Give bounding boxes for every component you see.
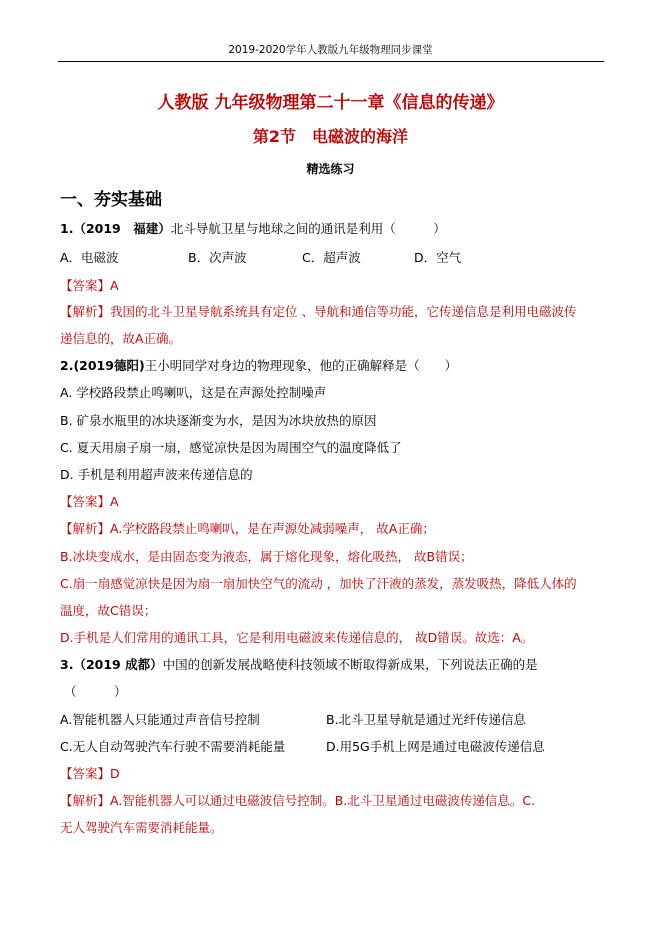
question-1	[60, 219, 446, 237]
q2-analysis-line-4: 温度，故C错误；	[60, 603, 157, 618]
question-2-text: 王小明同学对身边的物理现象，他的正确解释是（ ）	[144, 358, 458, 373]
q3-option-d: D.用5G手机上网是通过电磁波传递信息	[326, 739, 545, 754]
question-1-text: 北斗导航卫星与地球之间的通讯是利用（ ）	[170, 221, 446, 236]
q2-option-d: D. 手机是利用超声波来传递信息的	[60, 467, 253, 482]
practice-heading: 精选练习	[306, 162, 355, 176]
q3-answer: 【答案】D	[60, 766, 120, 781]
question-2-label: 2.(2019德阳)	[60, 358, 145, 373]
q2-answer: 【答案】A	[60, 494, 119, 509]
q3-analysis-line-1: 【解析】A.智能机器人可以通过电磁波信号控制。B.北斗卫星通过电磁波传递信息。C.	[60, 793, 536, 808]
q1-analysis-line-1: 【解析】我国的北斗卫星导航系统具有定位 、导航和通信等功能，它传递信息是利用电磁波传	[60, 304, 577, 319]
q1-option-c: C．超声波	[302, 250, 361, 265]
q2-analysis-line-1: 【解析】A.学校路段禁止鸣喇叭，是在声源处减弱噪声， 故A正确；	[60, 521, 435, 536]
q2-analysis-line-5: D.手机是人们常用的通讯工具，它是利用电磁波来传递信息的， 故D错误。故选：A。	[60, 630, 534, 645]
question-2	[60, 356, 457, 374]
q3-option-a: A.智能机器人只能通过声音信号控制	[60, 712, 260, 727]
q1-answer: 【答案】A	[60, 278, 119, 293]
q2-option-b: B. 矿泉水瓶里的冰块逐渐变为水，是因为冰块放热的原因	[60, 413, 377, 428]
q3-option-b: B.北斗卫星导航是通过光纤传递信息	[326, 712, 527, 727]
document-subtitle: 第2节 电磁波的海洋	[252, 127, 409, 146]
q1-option-d: D．空气	[414, 250, 462, 265]
question-3-text: 中国的创新发展战略使科技领域不断取得新成果，下列说法正确的是	[162, 657, 538, 672]
question-3-label: 3.（2019 成都）	[60, 657, 163, 672]
q3-option-c: C.无人自动驾驶汽车行驶不需要消耗能量	[60, 739, 286, 754]
q2-analysis-line-2: B.冰块变成水，是由固态变为液态，属于熔化现象，熔化吸热， 故B错误；	[60, 549, 473, 564]
document-title: 人教版 九年级物理第二十一章《信息的传递》	[157, 93, 504, 113]
header-divider	[58, 61, 604, 62]
q2-option-a: A. 学校路段禁止鸣喇叭，这是在声源处控制噪声	[60, 385, 327, 400]
section-heading: 一、夯实基础	[60, 190, 162, 210]
q1-analysis-line-2: 递信息的，故A正确。	[60, 331, 182, 346]
question-1-label: 1.（2019 福建）	[60, 221, 171, 236]
q2-option-c: C. 夏天用扇子扇一扇，感觉凉快是因为周围空气的温度降低了	[60, 440, 402, 455]
page-header: 2019-2020学年人教版九年级物理同步课堂	[228, 44, 433, 56]
q3-analysis-line-2: 无人驾驶汽车需要消耗能量。	[60, 820, 223, 835]
q1-option-a: A．电磁波	[60, 250, 119, 265]
question-3-paren: （ ）	[64, 684, 127, 699]
question-3	[60, 655, 538, 673]
q2-analysis-line-3: C.扇一扇感觉凉快是因为扇一扇加快空气的流动 ，加快了汗液的蒸发，蒸发吸热，降低人体的	[60, 576, 577, 591]
q1-option-b: B．次声波	[188, 250, 247, 265]
